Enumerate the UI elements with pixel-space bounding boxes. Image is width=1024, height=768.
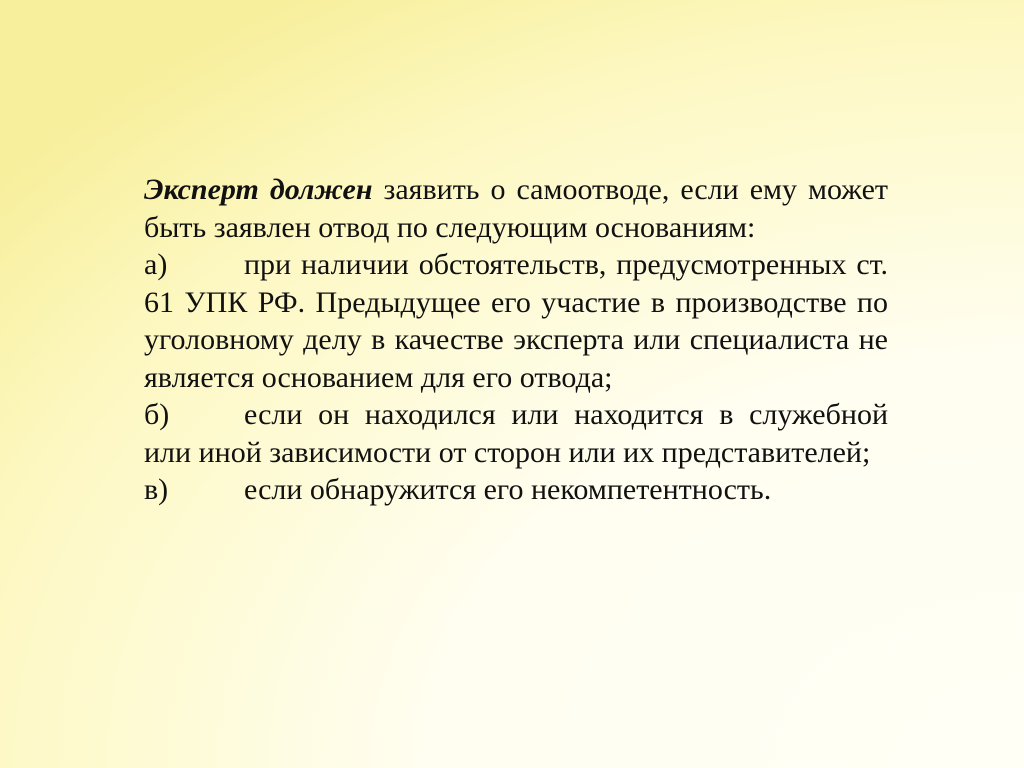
- list-item-text: если обнаружится его некомпетентность.: [244, 473, 772, 506]
- intro-rest-text: заявить о самоотводе, если ему может быть заявлен отвод по следующим основаниям:: [144, 173, 889, 244]
- list-item-b: [144, 396, 888, 471]
- list-item-marker: б): [144, 398, 170, 431]
- intro-paragraph: [144, 171, 888, 246]
- slide-text-block: [144, 171, 888, 509]
- list-item-marker: в): [144, 473, 169, 506]
- list-item-marker: а): [144, 248, 168, 281]
- list-item-text: если он находился или находится в служебной или иной зависимости от сторон или их представителей;: [144, 398, 888, 469]
- list-item-a: [144, 246, 888, 396]
- intro-lead-text: Эксперт должен: [144, 173, 373, 206]
- list-item-c: [144, 471, 888, 509]
- list-item-text: при наличии обстоятельств, предусмотренных ст. 61 УПК РФ. Предыдущее его участие в производстве по уголовному делу в качестве эксперта или специалиста не является основанием для его отвода;: [144, 248, 888, 394]
